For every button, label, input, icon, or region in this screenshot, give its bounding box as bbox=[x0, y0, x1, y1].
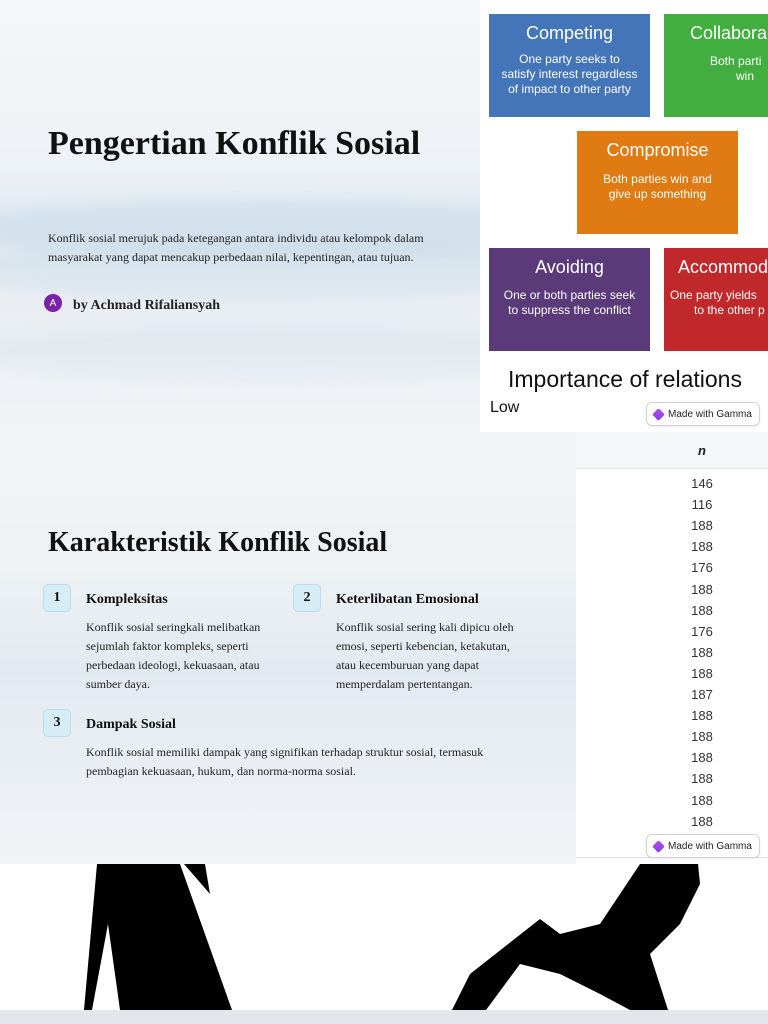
avoiding-desc-line: One or both parties seek bbox=[503, 288, 636, 302]
table-cell-n: 116 bbox=[691, 497, 713, 513]
item-number-badge: 2 bbox=[293, 584, 321, 612]
table-cell-n: 188 bbox=[691, 792, 713, 808]
table-cell-n: 188 bbox=[691, 665, 713, 681]
item-description bbox=[336, 618, 546, 694]
item-title: Keterlibatan Emosional bbox=[336, 592, 479, 607]
gamma-badge-label: Made with Gamma bbox=[668, 840, 752, 852]
table-cell-n: 188 bbox=[691, 813, 713, 829]
table-cell-n: 188 bbox=[691, 750, 713, 766]
item-description-line: sejumlah faktor kompleks, seperti bbox=[86, 639, 249, 653]
collaborating-box bbox=[664, 14, 768, 117]
item-description-line: pembagian kekuasaan, hukum, dan norma-norma sosial. bbox=[86, 764, 356, 778]
compromise-desc bbox=[577, 172, 738, 202]
collaborating-title: Collabora bbox=[690, 23, 768, 43]
accommodating-box bbox=[664, 248, 768, 351]
accommodating-desc-line: One party yields bbox=[670, 288, 757, 302]
accommodating-desc bbox=[664, 288, 768, 318]
item-number-badge: 3 bbox=[43, 709, 71, 737]
competing-desc bbox=[489, 52, 650, 97]
silhouette-image bbox=[0, 864, 768, 1010]
collaborating-desc-line: Both parti bbox=[710, 54, 762, 68]
competing-desc-line: One party seeks to bbox=[519, 52, 620, 66]
axis-title: Importance of relations bbox=[508, 366, 742, 392]
made-with-gamma-badge[interactable] bbox=[646, 402, 760, 426]
avoiding-title: Avoiding bbox=[535, 257, 604, 277]
intro-paragraph bbox=[48, 229, 468, 267]
table-cell-n: 188 bbox=[691, 602, 713, 618]
page-title: Pengertian Konflik Sosial bbox=[48, 125, 421, 162]
table-cell-n: 188 bbox=[691, 644, 713, 660]
table-cell-n: 146 bbox=[691, 476, 713, 491]
item-description-line: memperdalam pertentangan. bbox=[336, 677, 473, 691]
item-description bbox=[86, 618, 286, 694]
table-cell-n: 188 bbox=[691, 708, 713, 724]
item-description-line: Konflik sosial sering kali dipicu oleh bbox=[336, 620, 514, 634]
item-description-line: Konflik sosial seringkali melibatkan bbox=[86, 620, 261, 634]
item-description-line: sumber daya. bbox=[86, 677, 150, 691]
slide-intro bbox=[0, 0, 480, 432]
data-table-image bbox=[576, 432, 768, 864]
table-cell-n: 188 bbox=[691, 539, 713, 555]
compromise-desc-line: give up something bbox=[608, 187, 707, 201]
accommodating-desc-line: to the other p bbox=[694, 303, 765, 317]
compromise-title: Compromise bbox=[606, 140, 709, 160]
item-description-line: Konflik sosial memiliki dampak yang signifikan terhadap struktur sosial, termasuk bbox=[86, 745, 484, 759]
item-description-line: emosi, seperti kebencian, ketakutan, bbox=[336, 639, 510, 653]
table-cell-n: 187 bbox=[691, 687, 713, 702]
silhouette-figure bbox=[0, 864, 768, 1010]
accommodating-title: Accommod bbox=[678, 257, 768, 277]
avoiding-desc bbox=[489, 288, 650, 318]
table-cell-n: 176 bbox=[691, 560, 713, 576]
collaborating-desc-line: win bbox=[736, 69, 755, 83]
table-cell-n: 188 bbox=[691, 518, 713, 534]
item-description bbox=[86, 743, 546, 781]
author-name: by Achmad Rifaliansyah bbox=[73, 298, 221, 313]
section-title: Karakteristik Konflik Sosial bbox=[48, 527, 388, 558]
collaborating-desc bbox=[664, 54, 768, 84]
competing-title: Competing bbox=[525, 23, 614, 43]
item-description-line: perbedaan ideologi, kekuasaan, atau bbox=[86, 658, 260, 672]
conflict-modes-image bbox=[480, 0, 768, 432]
table-cell-n: 188 bbox=[691, 581, 713, 597]
competing-desc-line: of impact to other party bbox=[508, 82, 631, 96]
intro-line: masyarakat yang dapat mencakup perbedaan nilai, kepentingan, atau tujuan. bbox=[48, 250, 414, 264]
column-header-n: n bbox=[698, 443, 706, 458]
avoiding-desc-line: to suppress the conflict bbox=[508, 303, 631, 317]
gamma-badge-label: Made with Gamma bbox=[668, 408, 752, 420]
item-description-line: atau kecemburuan yang dapat bbox=[336, 658, 479, 672]
competing-box bbox=[489, 14, 650, 117]
slide-characteristics bbox=[0, 432, 576, 864]
gamma-logo-icon bbox=[652, 408, 665, 421]
intro-line: Konflik sosial merujuk pada ketegangan antara individu atau kelompok dalam bbox=[48, 231, 424, 245]
item-title: Kompleksitas bbox=[86, 592, 168, 607]
table-cell-n: 188 bbox=[691, 729, 713, 745]
avoiding-box bbox=[489, 248, 650, 351]
competing-desc-line: satisfy interest regardless bbox=[501, 67, 638, 81]
compromise-box bbox=[577, 131, 738, 234]
table-cell-n: 188 bbox=[691, 771, 713, 787]
table-cell-n: 176 bbox=[691, 623, 713, 639]
item-number-badge: 1 bbox=[43, 584, 71, 612]
compromise-desc-line: Both parties win and bbox=[603, 172, 712, 186]
item-title: Dampak Sosial bbox=[86, 717, 176, 732]
gamma-logo-icon bbox=[652, 840, 665, 853]
bottom-strip bbox=[0, 1010, 768, 1024]
made-with-gamma-badge[interactable] bbox=[646, 834, 760, 858]
avatar: A bbox=[44, 294, 62, 312]
table-header bbox=[576, 432, 768, 469]
axis-low-label: Low bbox=[490, 399, 520, 416]
